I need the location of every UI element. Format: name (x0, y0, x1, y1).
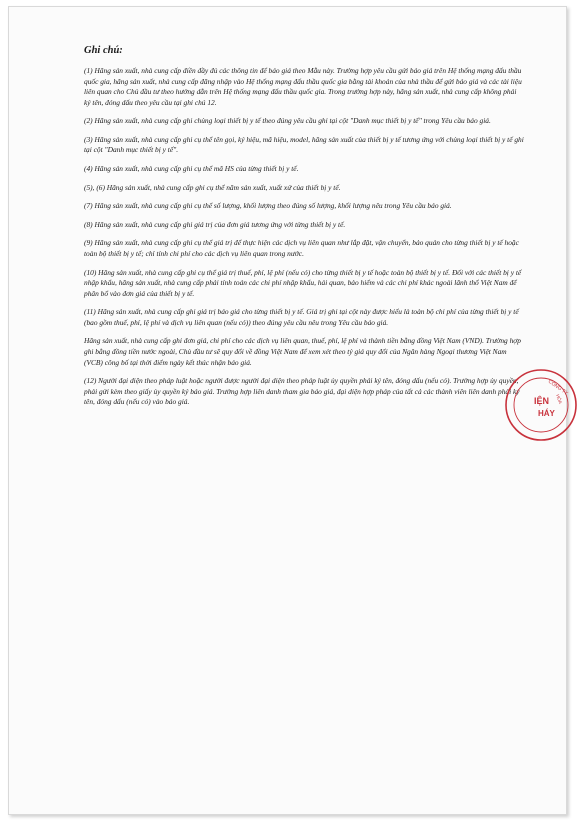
note-currency: Hãng sản xuất, nhà cung cấp ghi đơn giá, chi phí cho các dịch vụ liên quan, thuế, phí, lệ phí và thành tiền bằng đồng Việt Nam (VND). Trường hợp ghi bằng đồng tiền nước ngoài, Chủ đầu tư sẽ quy đổi về đồng Việt Nam để xem xét theo tỷ giá quy đổi của Ngân hàng Ngoại thương Việt Nam (VCB) công bố tại thời điểm ngày kết thúc nhận báo giá. (84, 336, 521, 367)
document-page (8, 6, 567, 815)
note-2: (2) Hãng sản xuất, nhà cung cấp ghi chủng loại thiết bị y tế theo đúng yêu cầu ghi tại cột "Danh mục thiết bị y tế" trong Yêu cầu báo giá. (84, 116, 491, 126)
note-4: (4) Hãng sản xuất, nhà cung cấp ghi cụ thể mã HS của từng thiết bị y tế. (84, 164, 299, 174)
note-3: (3) Hãng sản xuất, nhà cung cấp ghi cụ thể tên gọi, ký hiệu, mã hiệu, model, hãng sản xuất của thiết bị y tế tương ứng với chủng loại thiết bị y tế ghi tại cột "Danh mục thiết bị y tế". (84, 134, 524, 155)
company-seal-stamp (504, 368, 577, 442)
note-10: (10) Hãng sản xuất, nhà cung cấp ghi cụ thể giá trị thuế, phí, lệ phí (nếu có) cho từng thiết bị y tế hoặc toàn bộ thiết bị y tế. Đối với các thiết bị y tế nhập khẩu, hãng sản xuất, nhà cung cấp phải tính toán các chi phí nhập khẩu, hải quan, bảo hiểm và các chi phí khác ngoài lãnh thổ Việt Nam để phân bổ vào đơn giá của thiết bị y tế. (84, 267, 522, 298)
notes-heading: Ghi chú: (84, 45, 123, 56)
note-7: (7) Hãng sản xuất, nhà cung cấp ghi cụ thể số lượng, khối lượng theo đúng số lượng, khối lượng nêu trong Yêu cầu báo giá. (84, 201, 452, 211)
note-1: (1) Hãng sản xuất, nhà cung cấp điền đầy đủ các thông tin để báo giá theo Mẫu này. Trường hợp yêu cầu gửi báo giá trên Hệ thống mạng đấu thầu quốc gia, hãng sản xuất, nhà cung cấp đăng nhập vào Hệ thống mạng đấu thầu quốc gia bằng tài khoản của nhà thầu để gửi báo giá và các tài liệu liên quan cho Chủ đầu tư theo hướng dẫn trên Hệ thống mạng đấu thầu quốc gia. Trong trường hợp này, hãng sản xuất, nhà cung cấp không phải ký tên, đóng dấu theo yêu cầu tại ghi chú 12. (84, 66, 522, 107)
note-9: (9) Hãng sản xuất, nhà cung cấp ghi cụ thể giá trị để thực hiện các dịch vụ liên quan như lắp đặt, vận chuyển, bảo quản cho từng thiết bị y tế hoặc toàn bộ thiết bị y tế; chỉ tính chi phí cho các dịch vụ liên quan trong nước. (84, 238, 519, 258)
note-5-6: (5), (6) Hãng sản xuất, nhà cung cấp ghi cụ thể năm sản xuất, xuất xứ của thiết bị y tế. (84, 182, 341, 192)
seal-main-text-2: HÁY (538, 409, 555, 418)
note-12: (12) Người đại diện theo pháp luật hoặc người được người đại diện theo pháp luật ủy quyền phải ký tên, đóng dấu (nếu có). Trường hợp ủy quyền, phải gửi kèm theo giấy ủy quyền ký báo giá. Trường hợp liên danh tham gia báo giá, đại diện hợp pháp của tất cả các thành viên liên danh phải ký tên, đóng dấu (nếu có) vào báo giá. (84, 376, 520, 407)
seal-outer-text: CÔNG TY (546, 378, 569, 397)
seal-inner-text: HÓA (555, 393, 564, 405)
note-8: (8) Hãng sản xuất, nhà cung cấp ghi giá trị của đơn giá tương ứng với từng thiết bị y tế. (84, 219, 346, 229)
note-11: (11) Hãng sản xuất, nhà cung cấp ghi giá trị báo giá cho từng thiết bị y tế. Giá trị ghi tại cột này được hiểu là toàn bộ chi phí của từng thiết bị y tế (bao gồm thuế, phí, lệ phí và dịch vụ liên quan (nếu có)) theo đúng yêu cầu nêu trong Yêu cầu báo giá. (84, 307, 519, 327)
seal-main-text-1: IỆN (534, 396, 550, 406)
notes-section (84, 45, 524, 416)
